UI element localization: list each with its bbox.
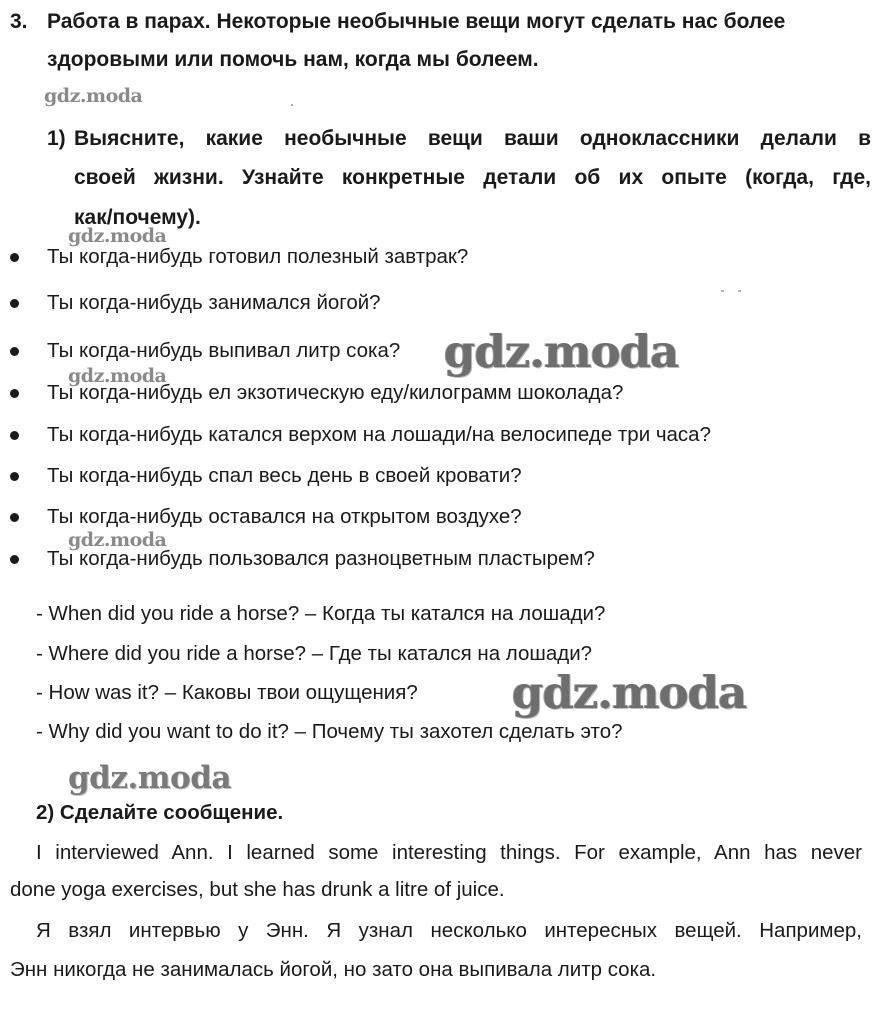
task-title-line-2: здоровыми или помочь нам, когда мы болеем. [47,48,539,71]
watermark-large-2: gdz.moda [512,666,747,719]
bullet-icon [10,299,19,308]
watermark-small-1: gdz.moda [44,85,143,107]
dialogue-line: - How was it? – Каковы твои ощущения? [36,681,418,704]
question-text: Ты когда-нибудь катался верхом на лошади/на велосипеде три часа? [47,423,711,446]
part2-russian-line-1: Я взял интервью у Энн. Я узнал несколько интересных вещей. Например, [36,919,862,942]
question-text: Ты когда-нибудь пользовался разноцветным пластырем? [47,547,595,570]
bullet-icon [10,555,19,564]
speck [291,104,293,106]
bullet-icon [10,253,19,262]
watermark-large-1: gdz.moda [444,325,679,378]
question-text: Ты когда-нибудь спал весь день в своей кровати? [47,464,522,487]
question-text: Ты когда-нибудь готовил полезный завтрак? [47,245,469,268]
part2-english-line-1: I interviewed Ann. I learned some interesting things. For example, Ann has never [36,841,862,864]
part2-russian-line-2: Энн никогда не занималась йогой, но зато она выпивала литр сока. [10,958,657,981]
question-text: Ты когда-нибудь занимался йогой? [47,291,381,314]
question-text: Ты когда-нибудь оставался на открытом воздухе? [47,505,522,528]
part1-line-2: своей жизни. Узнайте конкретные детали об их опыте (когда, где, [74,166,871,189]
bullet-icon [10,389,19,398]
part1-line-3: как/почему). [74,206,201,229]
dialogue-line: - Where did you ride a horse? – Где ты катался на лошади? [36,642,593,665]
watermark-medium: gdz.moda [68,760,231,796]
speck [721,290,724,292]
question-text: Ты когда-нибудь выпивал литр сока? [47,339,401,362]
part2-english-line-2: done yoga exercises, but she has drunk a litre of juice. [10,878,505,901]
watermark-small-3: gdz.moda [68,365,167,387]
watermark-small-4: gdz.moda [68,529,167,551]
task-number: 3. [10,10,28,33]
part1-line-1: Выясните, какие необычные вещи ваши одноклассники делали в [74,127,871,150]
question-text: Ты когда-нибудь ел экзотическую еду/килограмм шоколада? [47,381,624,404]
dialogue-line: - When did you ride a horse? – Когда ты катался на лошади? [36,602,606,625]
bullet-icon [10,513,19,522]
part1-number: 1) [47,127,66,150]
bullet-icon [10,472,19,481]
bullet-icon [10,347,19,356]
watermark-small-2: gdz.moda [68,225,167,247]
bullet-icon [10,431,19,440]
speck [738,290,741,292]
task-title-line-1: Работа в парах. Некоторые необычные вещи могут сделать нас более [47,10,786,33]
part2-heading: 2) Сделайте сообщение. [36,801,284,824]
dialogue-line: - Why did you want to do it? – Почему ты захотел сделать это? [36,720,623,743]
